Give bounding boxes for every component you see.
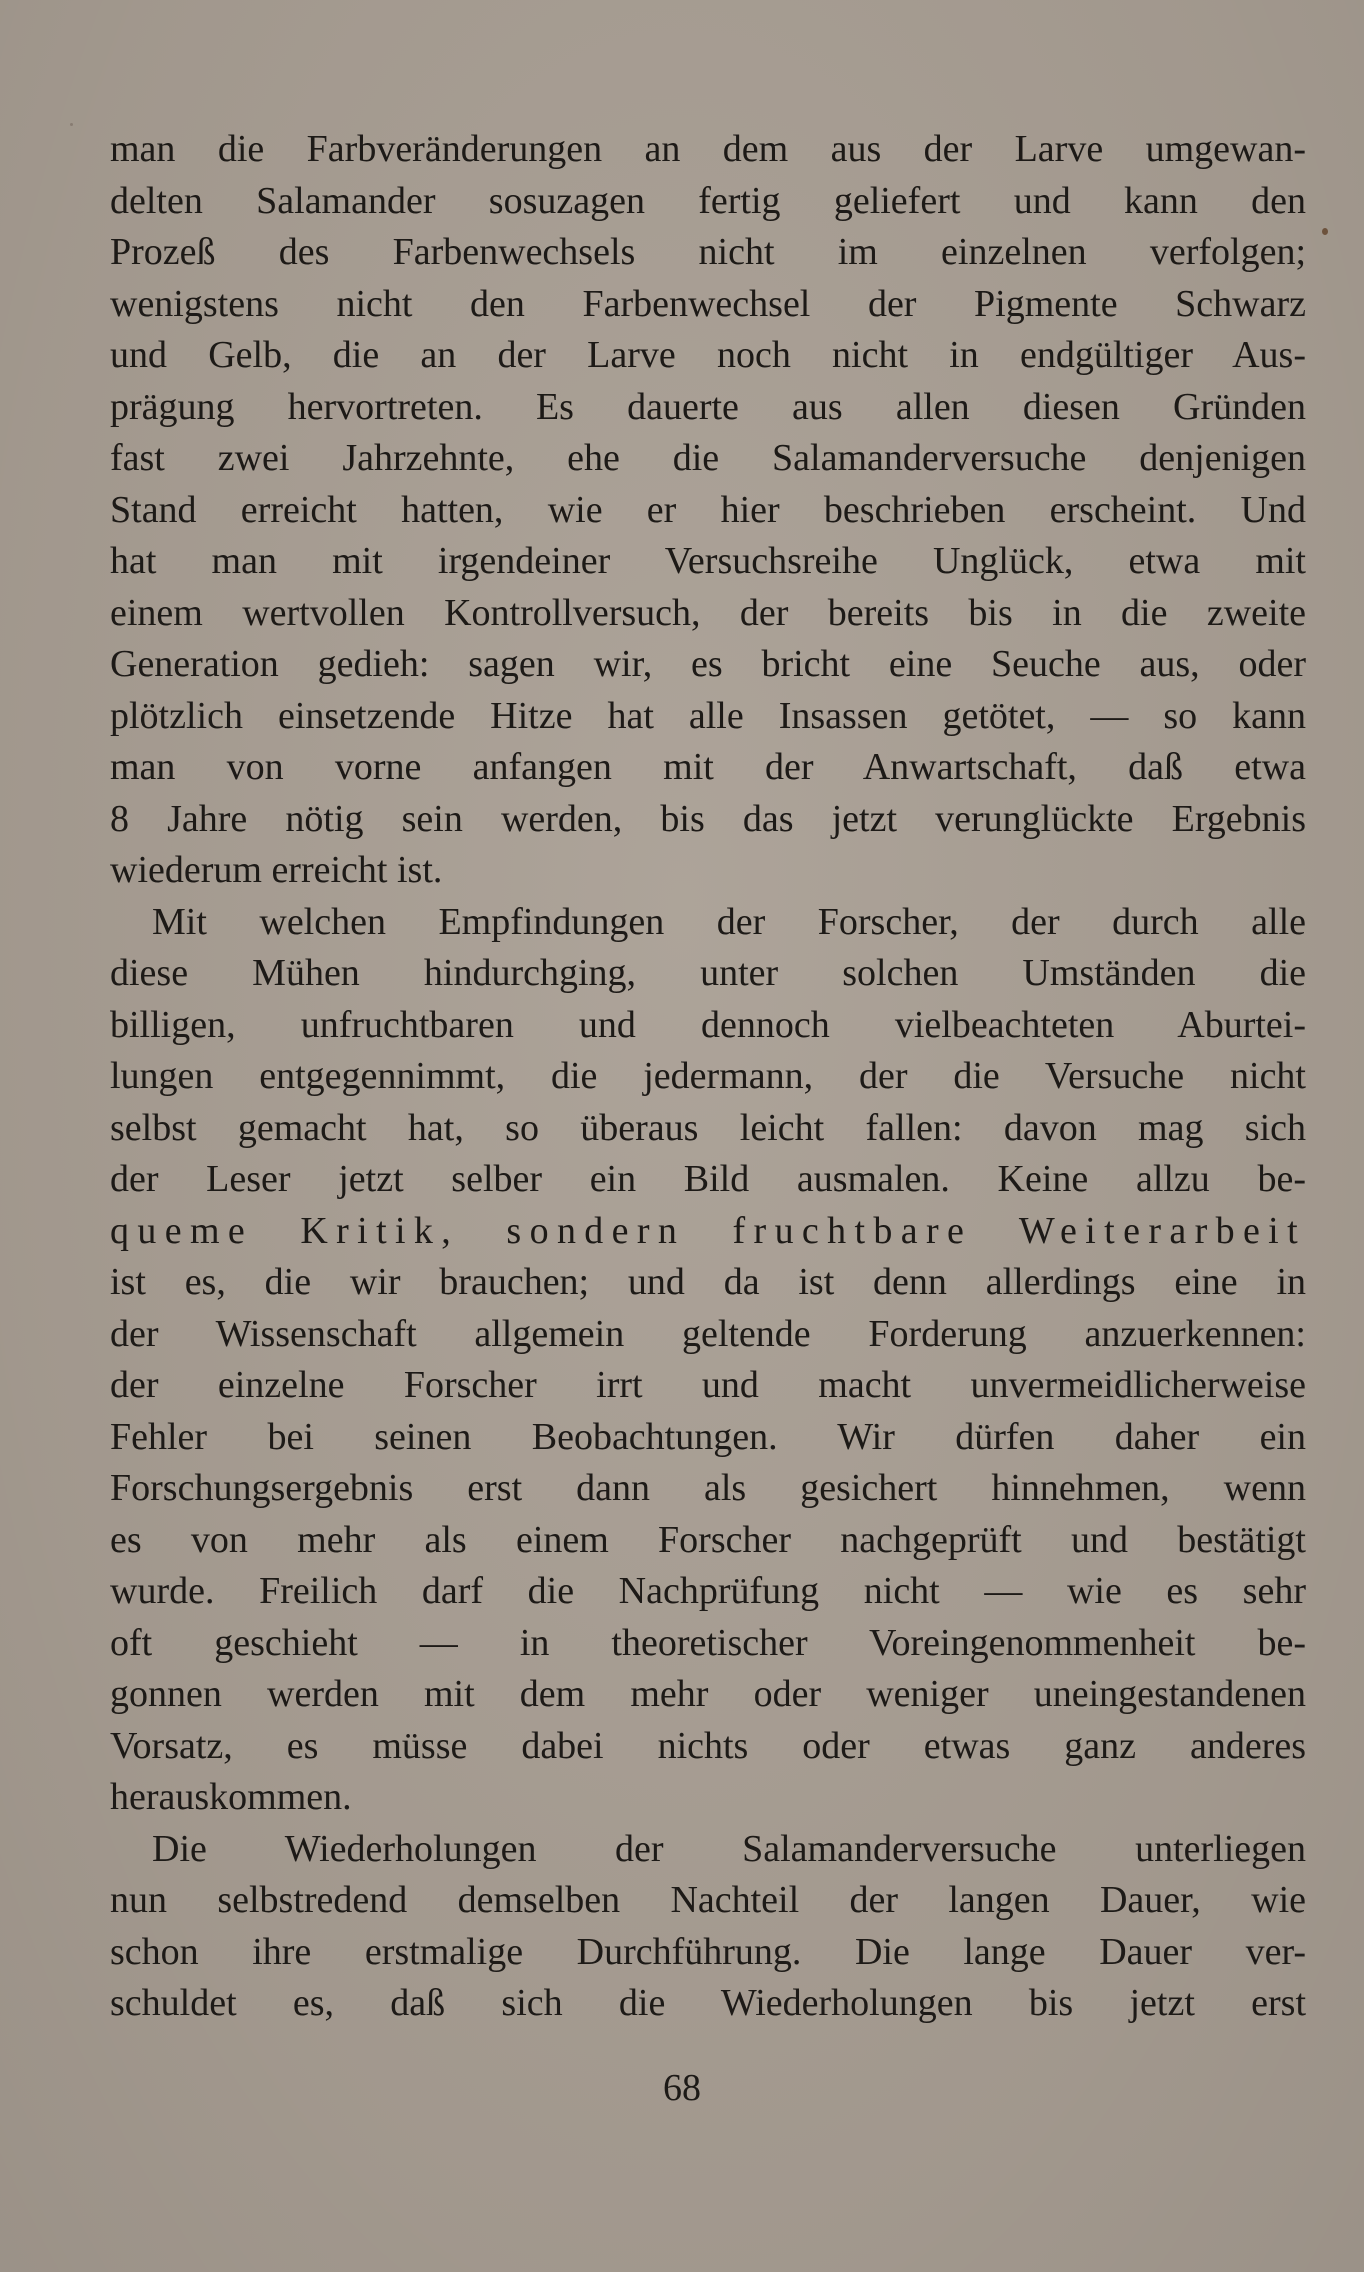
text-line: plötzlich einsetzende Hitze hat alle Insassen getötet, — so kann	[110, 694, 1306, 737]
text-line: billigen, unfruchtbaren und dennoch vielbeachteten Aburtei-	[110, 1003, 1306, 1046]
text-line: prägung hervortreten. Es dauerte aus allen diesen Gründen	[110, 385, 1306, 428]
text-line: Vorsatz, es müsse dabei nichts oder etwas ganz anderes	[110, 1724, 1306, 1767]
text-line: lungen entgegennimmt, die jedermann, der die Versuche nicht	[110, 1055, 1306, 1097]
text-line: Prozeß des Farbenwechsels nicht im einzelnen verfolgen;	[110, 231, 1306, 273]
paper-speck	[70, 123, 73, 126]
text-line: hat man mit irgendeiner Versuchsreihe Unglück, etwa mit	[110, 540, 1306, 582]
paragraph-end-line: wiederum erreicht ist.	[110, 849, 443, 891]
text-line: einem wertvollen Kontrollversuch, der bereits bis in die zweite	[110, 591, 1306, 634]
text-line: delten Salamander sosuzagen fertig geliefert und kann den	[110, 179, 1306, 222]
text-line: Generation gedieh: sagen wir, es bricht eine Seuche aus, oder	[110, 643, 1306, 685]
text-line: schon ihre erstmalige Durchführung. Die lange Dauer ver-	[110, 1930, 1306, 1973]
text-line: Fehler bei seinen Beobachtungen. Wir dürfen daher ein	[110, 1415, 1306, 1458]
text-line: man von vorne anfangen mit der Anwartschaft, daß etwa	[110, 746, 1306, 788]
text-line: nun selbstredend demselben Nachteil der langen Dauer, wie	[110, 1879, 1306, 1921]
body-text	[110, 124, 1306, 2030]
text-line: der einzelne Forscher irrt und macht unvermeidlicherweise	[110, 1364, 1306, 1406]
text-line: wenigstens nicht den Farbenwechsel der Pigmente Schwarz	[110, 282, 1306, 325]
paragraph-end-line: herauskommen.	[110, 1776, 352, 1818]
text-line: wurde. Freilich darf die Nachprüfung nicht — wie es sehr	[110, 1570, 1306, 1612]
text-line: man die Farbveränderungen an dem aus der Larve umgewan-	[110, 128, 1306, 170]
text-line: es von mehr als einem Forscher nachgeprüft und bestätigt	[110, 1518, 1306, 1561]
paragraph-start-line: Die Wiederholungen der Salamanderversuche unterliegen	[152, 1827, 1306, 1870]
page-number: 68	[663, 2067, 701, 2109]
text-line: ist es, die wir brauchen; und da ist denn allerdings eine in	[110, 1261, 1306, 1303]
text-line: gonnen werden mit dem mehr oder weniger uneingestandenen	[110, 1673, 1306, 1715]
text-line: schuldet es, daß sich die Wiederholungen bis jetzt erst	[110, 1982, 1306, 2024]
text-line: 8 Jahre nötig sein werden, bis das jetzt verunglückte Ergebnis	[110, 797, 1306, 840]
text-line: der Wissenschaft allgemein geltende Forderung anzuerkennen:	[110, 1312, 1306, 1355]
text-line: Forschungsergebnis erst dann als gesichert hinnehmen, wenn	[110, 1467, 1306, 1509]
text-line: der Leser jetzt selber ein Bild ausmalen. Keine allzu be-	[110, 1158, 1306, 1200]
text-line: und Gelb, die an der Larve noch nicht in endgültiger Aus-	[110, 334, 1306, 376]
paragraph-start-line: Mit welchen Empfindungen der Forscher, der durch alle	[152, 900, 1306, 943]
ink-speck	[1322, 228, 1328, 235]
text-line: oft geschieht — in theoretischer Voreingenommenheit be-	[110, 1621, 1306, 1664]
text-line: fast zwei Jahrzehnte, ehe die Salamanderversuche denjenigen	[110, 437, 1306, 479]
emphasized-text-line: queme Kritik, sondern fruchtbare Weiterarbeit	[110, 1209, 1306, 1252]
text-line: Stand erreicht hatten, wie er hier beschrieben erscheint. Und	[110, 488, 1306, 531]
text-line: selbst gemacht hat, so überaus leicht fallen: davon mag sich	[110, 1106, 1306, 1149]
text-line: diese Mühen hindurchging, unter solchen Umständen die	[110, 952, 1306, 994]
